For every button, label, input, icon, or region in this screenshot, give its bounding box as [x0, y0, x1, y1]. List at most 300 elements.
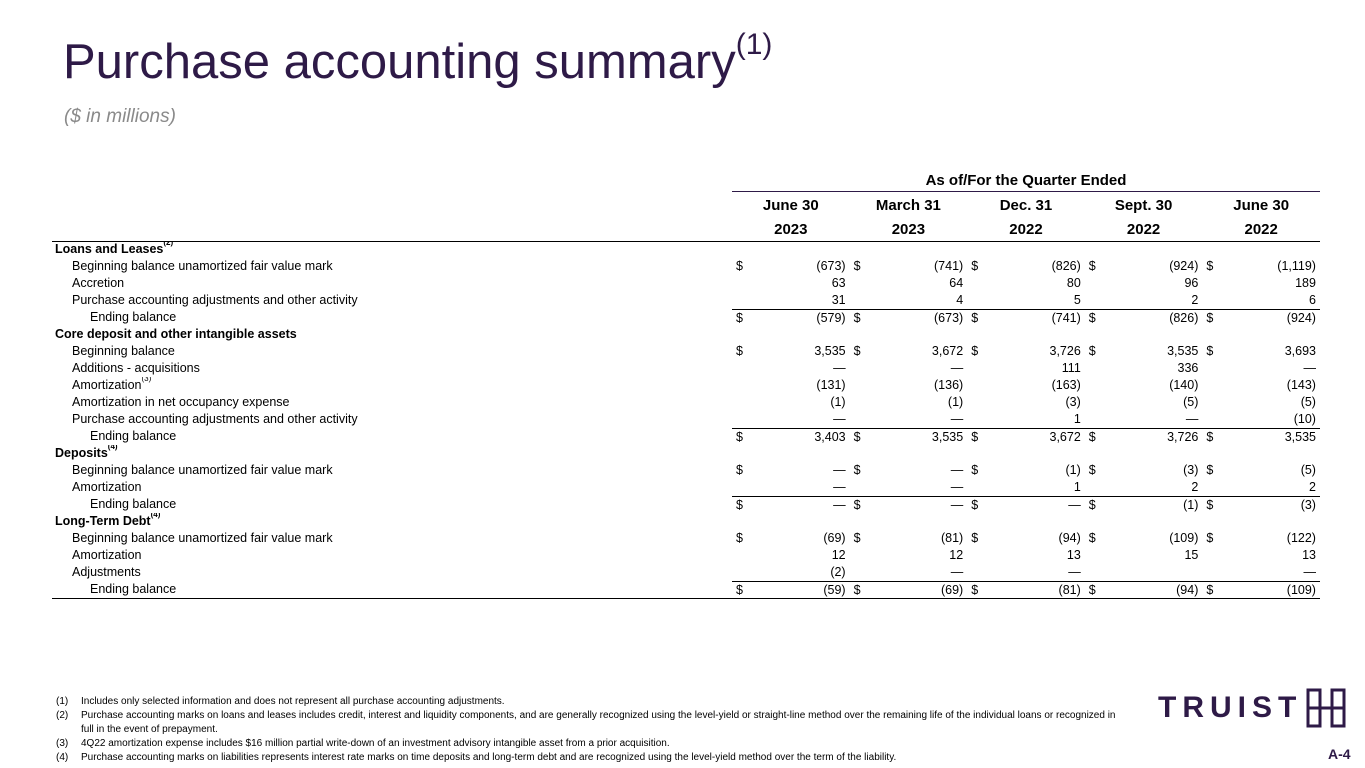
cell-value: 3,403	[814, 430, 846, 444]
value-cell	[967, 377, 1085, 394]
currency-symbol: $	[853, 583, 861, 597]
currency-symbol	[854, 377, 864, 394]
currency-symbol: $	[971, 259, 979, 273]
value-cell	[967, 530, 1085, 547]
table-row	[52, 360, 1320, 377]
cell-value: (3)	[1065, 395, 1081, 409]
cell-value: 336	[1177, 361, 1199, 375]
value-cell	[732, 292, 850, 309]
currency-symbol: $	[736, 531, 743, 545]
currency-symbol	[1206, 411, 1216, 428]
row-label-text: Accretion	[72, 276, 125, 290]
row-values	[732, 394, 1320, 411]
currency-symbol: $	[1088, 344, 1096, 358]
value-cell	[732, 564, 850, 581]
currency-symbol: $	[1088, 259, 1096, 273]
currency-symbol	[1089, 292, 1099, 309]
row-label	[52, 513, 732, 530]
row-label-text: Beginning balance	[72, 344, 175, 358]
value-cell	[732, 377, 850, 394]
cell-value: (5)	[1300, 463, 1316, 477]
col-date: Dec. 31	[999, 197, 1053, 214]
currency-symbol	[1089, 394, 1099, 411]
table-row	[52, 547, 1320, 564]
value-cell	[1202, 275, 1320, 292]
currency-symbol	[736, 564, 746, 581]
row-label-text: Beginning balance unamortized fair value mark	[72, 463, 333, 477]
page-number: A-4	[1328, 746, 1351, 762]
row-label-text: Long-Term Debt	[55, 514, 151, 528]
currency-symbol: $	[971, 498, 979, 512]
row-label	[52, 241, 732, 258]
footnote-ref: (4)	[107, 445, 118, 451]
currency-symbol: $	[853, 463, 861, 477]
header-row-years	[52, 218, 1320, 242]
currency-symbol	[971, 377, 981, 394]
cell-value: —	[1303, 565, 1316, 579]
currency-symbol: $	[971, 583, 979, 597]
value-cell	[1085, 429, 1203, 445]
cell-value: 3,726	[1049, 344, 1081, 358]
value-cell	[967, 275, 1085, 292]
cell-value: —	[1185, 412, 1199, 426]
cell-value: 63	[831, 276, 846, 290]
value-cell	[1085, 292, 1203, 309]
value-cell	[1202, 360, 1320, 377]
row-label	[52, 581, 732, 598]
section-header-row	[52, 241, 1320, 258]
cell-value: 3,535	[814, 344, 846, 358]
currency-symbol	[736, 360, 746, 377]
col-year: 2023	[891, 221, 926, 238]
currency-symbol	[1206, 275, 1216, 292]
cell-value: —	[950, 412, 964, 426]
currency-symbol	[1089, 564, 1099, 581]
row-label	[52, 479, 732, 496]
footnote-ref: (2)	[163, 241, 174, 247]
currency-symbol: $	[1206, 531, 1214, 545]
cell-value: —	[833, 361, 846, 375]
currency-symbol	[854, 360, 864, 377]
row-values	[732, 326, 1320, 343]
cell-value: (673)	[934, 311, 964, 325]
cell-value: 12	[831, 548, 846, 562]
currency-symbol: $	[1088, 311, 1096, 325]
currency-symbol: $	[853, 498, 861, 512]
cell-value: 64	[949, 276, 964, 290]
cell-value: 5	[1073, 293, 1081, 307]
table-row	[52, 530, 1320, 547]
footnote	[56, 751, 1116, 765]
value-cell	[1085, 275, 1203, 292]
currency-symbol	[854, 564, 864, 581]
cell-value: (81)	[940, 531, 964, 545]
row-values	[732, 411, 1320, 428]
currency-symbol: $	[1088, 430, 1096, 444]
row-values	[732, 258, 1320, 275]
currency-symbol	[971, 275, 981, 292]
currency-symbol: $	[1088, 583, 1096, 597]
cell-value: 12	[949, 548, 964, 562]
cell-value: 31	[831, 293, 846, 307]
row-label	[52, 445, 732, 462]
value-cell	[850, 429, 968, 445]
currency-symbol	[971, 479, 981, 496]
currency-symbol	[971, 547, 981, 564]
currency-symbol: $	[736, 430, 743, 444]
cell-value: (1)	[947, 395, 964, 409]
cell-value: 111	[1061, 361, 1081, 375]
value-cell	[1085, 411, 1203, 428]
cell-value: 1	[1073, 412, 1081, 426]
row-values	[732, 292, 1320, 309]
currency-symbol	[1089, 377, 1099, 394]
currency-symbol	[1089, 479, 1099, 496]
value-cell	[732, 479, 850, 496]
row-label-text: Loans and Leases	[55, 242, 164, 256]
value-cell	[967, 394, 1085, 411]
page-title	[63, 28, 773, 90]
value-cell	[1085, 258, 1203, 275]
cell-value: —	[1068, 498, 1081, 512]
footnote-text: 4Q22 amortization expense includes $16 million partial write-down of an investment advisory intangible asset from a prior acquisition.	[81, 738, 670, 749]
value-cell	[1202, 377, 1320, 394]
row-label	[52, 275, 732, 292]
logo-wordmark: TRUIST	[1158, 691, 1303, 724]
cell-value: 2	[1191, 293, 1199, 307]
cell-value: (5)	[1183, 395, 1199, 409]
row-label	[52, 428, 732, 445]
row-values	[732, 462, 1320, 479]
cell-value: 6	[1309, 293, 1316, 307]
cell-value: (109)	[1286, 583, 1316, 597]
currency-symbol: $	[736, 344, 743, 358]
value-cell	[850, 479, 968, 496]
currency-symbol	[1206, 292, 1216, 309]
cell-value: 2	[1191, 480, 1199, 494]
col-year: 2022	[1126, 221, 1161, 238]
value-cell	[732, 429, 850, 445]
cell-value: (2)	[830, 565, 846, 579]
row-label-text: Purchase accounting adjustments and other activity	[72, 412, 358, 426]
cell-value: (131)	[816, 378, 846, 392]
row-label-text: Beginning balance unamortized fair value mark	[72, 531, 333, 545]
cell-value: 3,535	[1284, 430, 1316, 444]
page-title-footnote-ref: (1)	[735, 28, 773, 61]
currency-symbol	[1206, 377, 1216, 394]
value-cell	[967, 310, 1085, 326]
table-row	[52, 377, 1320, 394]
row-label	[52, 394, 732, 411]
cell-value: (741)	[934, 259, 964, 273]
col-date: June 30	[1233, 197, 1290, 214]
cell-value: 4	[956, 293, 964, 307]
value-cell	[967, 360, 1085, 377]
row-values	[732, 581, 1320, 598]
value-cell	[967, 462, 1085, 479]
table-row	[52, 462, 1320, 479]
value-cell	[1202, 530, 1320, 547]
cell-value: 189	[1295, 276, 1316, 290]
cell-value: 13	[1066, 548, 1081, 562]
value-cell	[1085, 377, 1203, 394]
row-label	[52, 377, 732, 394]
value-cell	[1202, 462, 1320, 479]
value-cell	[1085, 462, 1203, 479]
value-cell	[967, 429, 1085, 445]
row-label	[52, 292, 732, 309]
table-row	[52, 479, 1320, 496]
header-row-dates	[732, 194, 1320, 218]
currency-symbol: $	[1206, 259, 1214, 273]
currency-symbol	[854, 547, 864, 564]
value-cell	[732, 258, 850, 275]
footnote-text: Purchase accounting marks on liabilities represents interest rate marks on time deposits and long-term debt and are recognized using the level-yield method over the term of the liability.	[81, 752, 897, 763]
footnotes	[56, 695, 1116, 765]
currency-symbol: $	[736, 259, 743, 273]
cell-value: 96	[1184, 276, 1199, 290]
cell-value: 3,726	[1167, 430, 1199, 444]
currency-symbol	[854, 292, 864, 309]
cell-value: 3,672	[931, 344, 964, 358]
cell-value: (122)	[1286, 531, 1316, 545]
currency-symbol: $	[853, 311, 861, 325]
footnote-ref: (3)	[141, 377, 152, 383]
currency-symbol: $	[853, 344, 861, 358]
col-year: 2023	[774, 221, 808, 238]
value-cell	[1202, 394, 1320, 411]
value-cell	[850, 411, 968, 428]
cell-value: (143)	[1286, 378, 1316, 392]
cell-value: (579)	[816, 311, 846, 325]
value-cell	[1202, 479, 1320, 496]
row-values	[732, 547, 1320, 564]
row-label	[52, 360, 732, 377]
cell-value: —	[1303, 361, 1316, 375]
row-values	[732, 428, 1320, 445]
row-values	[732, 530, 1320, 547]
table-row	[52, 343, 1320, 360]
row-values	[732, 343, 1320, 360]
row-label-text: Ending balance	[90, 429, 177, 443]
value-cell	[850, 582, 968, 598]
cell-value: —	[833, 480, 846, 494]
currency-symbol	[971, 411, 981, 428]
value-cell	[967, 411, 1085, 428]
cell-value: (1)	[1065, 463, 1081, 477]
value-cell	[1085, 564, 1203, 581]
value-cell	[850, 343, 968, 360]
cell-value: —	[950, 565, 964, 579]
row-label	[52, 258, 732, 275]
currency-symbol	[854, 479, 864, 496]
value-cell	[1202, 582, 1320, 598]
value-cell	[732, 310, 850, 326]
col-date: June 30	[762, 197, 819, 214]
value-cell	[1202, 411, 1320, 428]
currency-symbol	[854, 275, 864, 292]
currency-symbol: $	[1206, 430, 1214, 444]
row-label-text: Additions - acquisitions	[72, 361, 200, 375]
row-values	[732, 479, 1320, 496]
value-cell	[1085, 582, 1203, 598]
value-cell	[1202, 310, 1320, 326]
currency-symbol: $	[736, 583, 743, 597]
cell-value: 3,693	[1284, 344, 1316, 358]
cell-value: —	[833, 498, 846, 512]
col-date: March 31	[875, 197, 941, 214]
row-label	[52, 411, 732, 428]
cell-value: (826)	[1051, 259, 1081, 273]
cell-value: 3,535	[931, 430, 964, 444]
row-label-text: Amortization in net occupancy expense	[72, 395, 290, 409]
col-year: 2022	[1009, 221, 1043, 238]
currency-symbol: $	[1088, 463, 1096, 477]
table-row	[52, 581, 1320, 598]
value-cell	[732, 275, 850, 292]
cell-value: (94)	[1058, 531, 1081, 545]
truist-mark-icon	[1306, 688, 1346, 728]
footnote-number: (2)	[56, 710, 69, 721]
currency-symbol: $	[853, 430, 861, 444]
currency-symbol	[854, 411, 864, 428]
currency-symbol	[736, 479, 746, 496]
table-row	[52, 496, 1320, 513]
col-year: 2022	[1244, 221, 1278, 238]
footnote-text: Purchase accounting marks on loans and leases includes credit, interest and liquidity components, and are generally recognized using the level-yield or straight-line method over the remaining life of the individual loans or recognized in full in the event of prepayment.	[81, 710, 1116, 735]
cell-value: —	[950, 480, 964, 494]
header-spacer	[52, 218, 732, 241]
currency-symbol	[1206, 547, 1216, 564]
cell-value: —	[950, 463, 964, 477]
row-label-text: Ending balance	[90, 497, 177, 511]
row-label-text: Adjustments	[72, 565, 141, 579]
value-cell	[1202, 429, 1320, 445]
value-cell	[732, 360, 850, 377]
cell-value: (81)	[1058, 583, 1081, 597]
cell-value: 3,672	[1049, 430, 1081, 444]
currency-symbol	[736, 292, 746, 309]
table-row	[52, 411, 1320, 428]
value-cell	[1085, 479, 1203, 496]
cell-value: 13	[1302, 548, 1316, 562]
value-cell	[732, 394, 850, 411]
page-title-text: Purchase accounting summary	[63, 35, 736, 89]
currency-symbol	[1089, 275, 1099, 292]
value-cell	[1202, 564, 1320, 581]
footnote-ref: (4)	[150, 513, 161, 519]
value-cell	[850, 377, 968, 394]
cell-value: (69)	[823, 531, 846, 545]
value-cell	[1085, 530, 1203, 547]
currency-symbol: $	[971, 430, 979, 444]
row-values	[732, 377, 1320, 394]
value-cell	[1202, 343, 1320, 360]
currency-symbol	[1206, 360, 1216, 377]
cell-value: (826)	[1169, 311, 1199, 325]
row-label-text: Ending balance	[90, 582, 177, 596]
footnote	[56, 695, 1116, 709]
cell-value: (59)	[823, 583, 846, 597]
row-label	[52, 343, 732, 360]
row-label	[52, 564, 732, 581]
value-cell	[967, 497, 1085, 513]
footnote-number: (3)	[56, 738, 69, 749]
value-cell	[967, 564, 1085, 581]
row-label-text: Ending balance	[90, 310, 177, 324]
row-label	[52, 326, 732, 343]
currency-symbol	[736, 411, 746, 428]
row-label-text: Amortization	[72, 378, 142, 392]
footnote-text: Includes only selected information and does not represent all purchase accounting adjustments.	[81, 696, 505, 707]
row-values	[732, 496, 1320, 513]
currency-symbol	[1089, 411, 1099, 428]
currency-symbol: $	[736, 498, 743, 512]
value-cell	[850, 258, 968, 275]
col-date: Sept. 30	[1114, 197, 1173, 214]
row-label-text: Deposits	[55, 446, 108, 460]
cell-value: —	[1068, 565, 1081, 579]
cell-value: (3)	[1300, 498, 1316, 512]
cell-value: (673)	[816, 259, 846, 273]
value-cell	[850, 292, 968, 309]
cell-value: 1	[1073, 480, 1081, 494]
row-label	[52, 547, 732, 564]
currency-symbol: $	[1206, 311, 1214, 325]
section-header-row	[52, 326, 1320, 343]
table-bottom-rule	[52, 598, 1320, 599]
currency-symbol	[1206, 564, 1216, 581]
table-body	[52, 241, 1320, 598]
value-cell	[732, 411, 850, 428]
currency-symbol	[736, 394, 746, 411]
value-cell	[732, 530, 850, 547]
row-values	[732, 564, 1320, 581]
value-cell	[1085, 343, 1203, 360]
currency-symbol: $	[971, 463, 979, 477]
value-cell	[732, 343, 850, 360]
table-group-header: As of/For the Quarter Ended	[732, 170, 1320, 192]
table-row	[52, 564, 1320, 581]
value-cell	[850, 310, 968, 326]
cell-value: (924)	[1169, 259, 1199, 273]
value-cell	[967, 547, 1085, 564]
table-row	[52, 428, 1320, 445]
value-cell	[967, 258, 1085, 275]
currency-symbol: $	[1088, 531, 1096, 545]
cell-value: (140)	[1169, 378, 1199, 392]
value-cell	[1202, 258, 1320, 275]
cell-value: —	[950, 498, 964, 512]
value-cell	[1202, 547, 1320, 564]
cell-value: (741)	[1051, 311, 1081, 325]
currency-symbol: $	[1206, 344, 1214, 358]
currency-symbol	[1206, 394, 1216, 411]
cell-value: 2	[1309, 480, 1316, 494]
row-label-text: Beginning balance unamortized fair value mark	[72, 259, 333, 273]
value-cell	[1085, 360, 1203, 377]
value-cell	[732, 547, 850, 564]
footnote	[56, 709, 1116, 737]
currency-symbol: $	[1206, 583, 1214, 597]
table-row	[52, 275, 1320, 292]
currency-symbol	[971, 394, 981, 411]
value-cell	[850, 530, 968, 547]
currency-symbol: $	[736, 463, 743, 477]
table-row	[52, 394, 1320, 411]
value-cell	[967, 292, 1085, 309]
value-cell	[732, 497, 850, 513]
